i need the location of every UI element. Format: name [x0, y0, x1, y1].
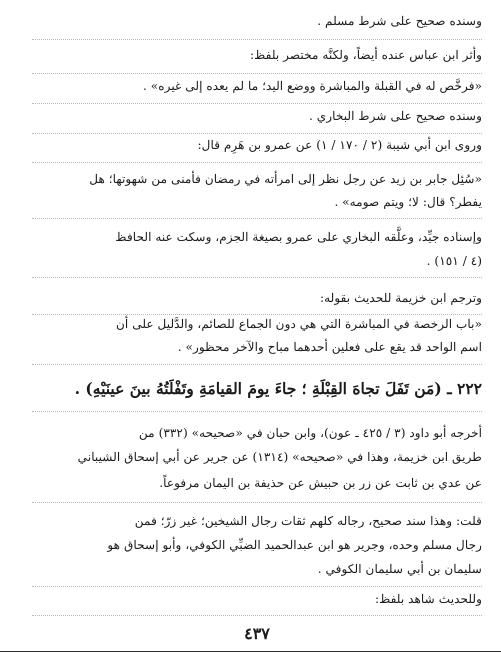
text-line: سليمان بن أبي سليمان الكوفي . — [317, 562, 482, 576]
separator — [32, 73, 482, 74]
text-line: «باب الرخصة في المباشرة التي هي دون الجماع للصائم، والدَّليل على أن — [115, 317, 482, 331]
text-line: وأثر ابن عباس عنده أيضاً، ولكنَّه مختصر بلفظ: — [249, 48, 482, 62]
separator — [32, 162, 482, 163]
page-number: ٤٣٧ — [244, 624, 270, 643]
text-line: اسم الواحد قد يقع على فعلين أحدهما مباح والآخر محظور» . — [177, 340, 482, 354]
text-line: يفطر؟ قال: لا؛ ويتم صومه» . — [334, 195, 482, 209]
text-line: أخرجه أبو داود (٣ / ٤٢٥ ـ عون)، وابن حبان في «صحيحه» (٣٣٢) من — [138, 426, 482, 440]
text-line: «فرخَّص له في القبلة والمباشرة ووضع اليد؛ ما لم يعده إلى غيره» . — [143, 79, 482, 93]
text-line: وسنده صحيح على شرط مسلم . — [317, 14, 482, 28]
separator — [32, 218, 482, 219]
separator — [32, 586, 482, 587]
separator — [32, 277, 482, 278]
text-line: وروى ابن أبي شيبة (٢ / ١٧٠ / ١) عن عمرو بن هَرِم قال: — [197, 138, 482, 152]
text-line: «سُئِل جابر بن زيد عن رجل نظر إلى امرأته في رمضان فأمنى من شهوتها؛ هل — [89, 172, 482, 186]
text-line: وسنده صحيح على شرط البخاري . — [308, 109, 482, 123]
text-line: (٤ / ١٥١) . — [426, 254, 482, 268]
text-line: قلت: وهذا سند صحيح، رجاله كلهم ثقات رجال الشيخين؛ غير زرّ؛ فمن — [134, 514, 482, 528]
book-page — [32, 6, 482, 646]
text-line: وللحديث شاهد بلفظ: — [374, 592, 482, 606]
separator — [32, 103, 482, 104]
separator — [32, 411, 482, 412]
text-line: عن عدي بن ثابت عن زر بن حبيش عن حذيفة بن اليمان مرفوعاً. — [159, 476, 482, 490]
text-line: رجال مسلم وحده، وجرير هو ابن عبدالحميد الضبِّي الكوفي، وأبو إسحاق هو — [107, 538, 482, 552]
separator — [32, 39, 482, 40]
text-line: طريق ابن خزيمة، وهذا في «صحيحه» (١٣١٤) عن جرير عن أبي إسحاق الشيباني — [77, 450, 482, 464]
separator — [32, 364, 482, 365]
text-line: وترجم ابن خزيمة للحديث بقوله: — [319, 291, 482, 305]
hadith-heading: ٢٢٢ ـ (مَن تَفَلَ تجاهَ القِبْلَةِ ؛ جاءَ يومَ القيامَةِ وتَفْلَتُهُ بينَ عينَيْهِ) . — [74, 379, 482, 398]
separator — [32, 502, 482, 503]
text-line: وإسناده جيِّد، وعلَّقه البخاري على عمرو بصيغة الجزم، وسكت عنه الحافظ — [115, 230, 482, 244]
separator — [32, 615, 482, 616]
